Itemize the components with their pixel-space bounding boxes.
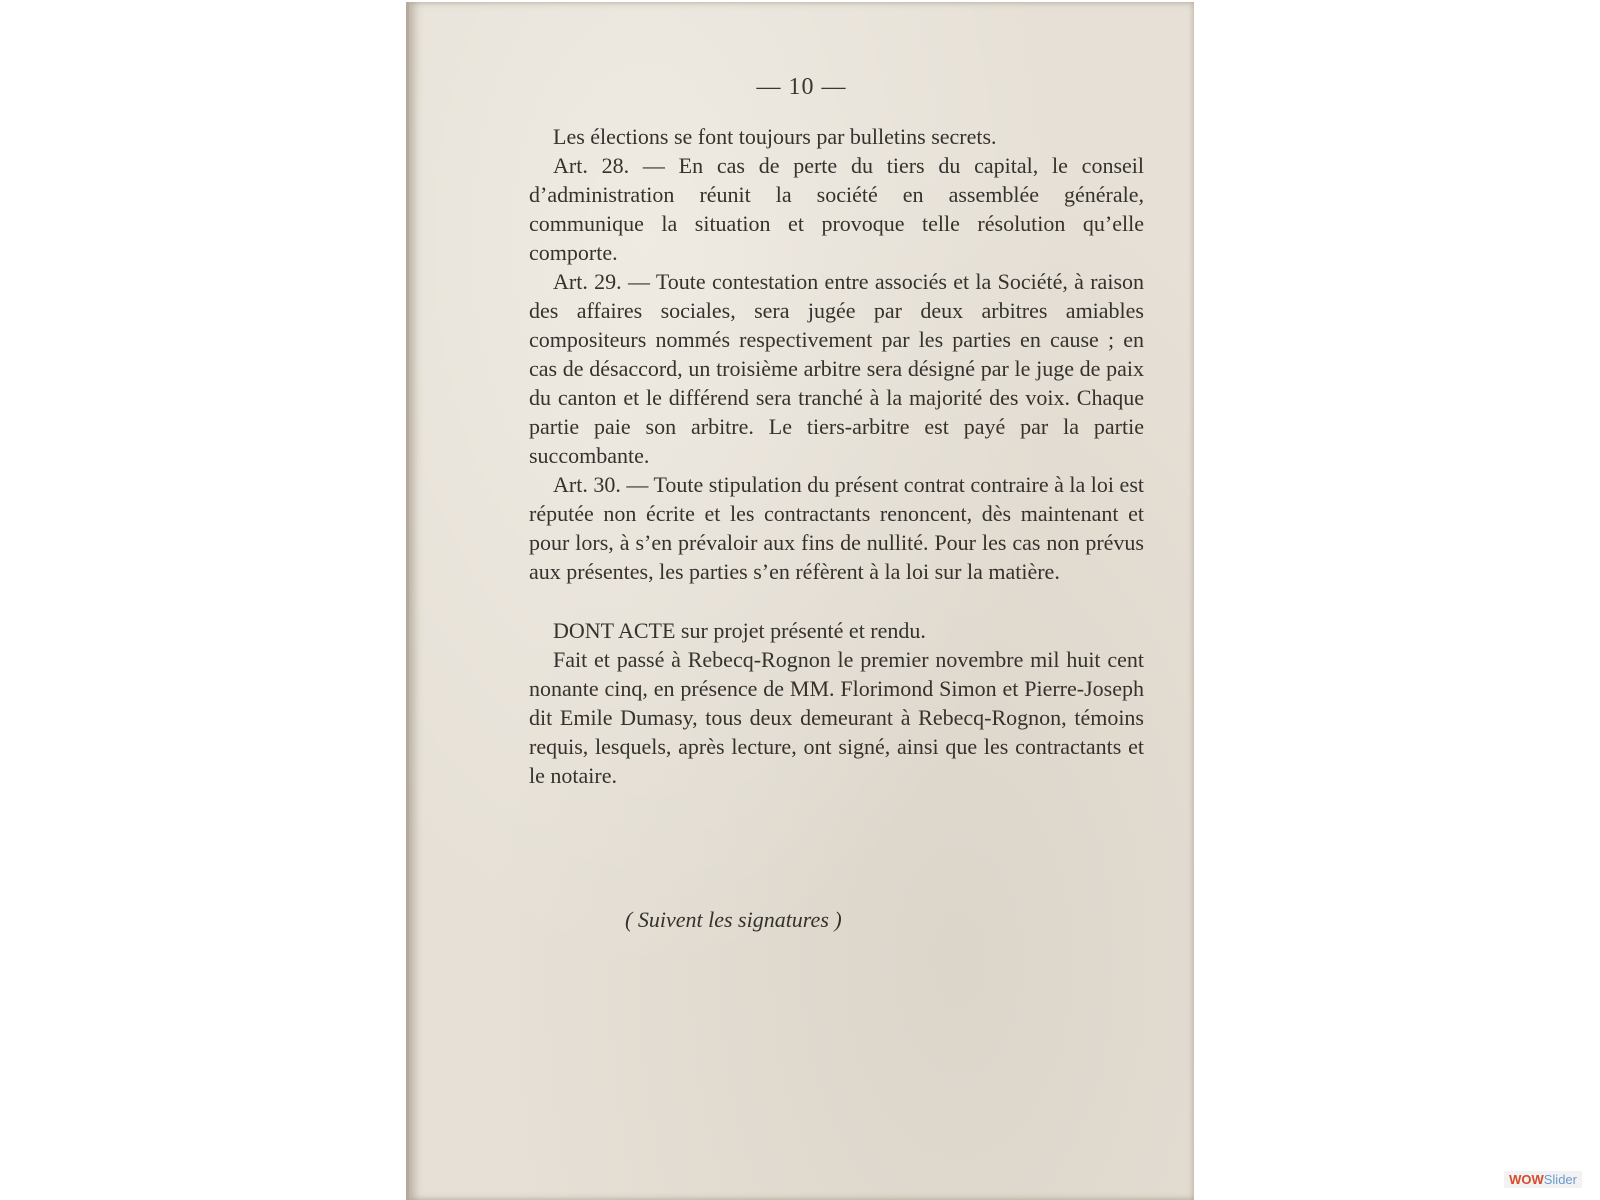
paragraph-art-30: Art. 30. — Toute stipulation du présent contrat contraire à la loi est réputée non écrite et les contractants renoncent, dès maintenant et pour lors, à s’en prévaloir aux fins de nullité. Pour les cas non prévus aux présentes, les parties s’en réfèrent à la loi sur la matière. <box>529 472 1144 584</box>
document-page <box>406 2 1194 1200</box>
paragraph-art-29: Art. 29. — Toute contestation entre associés et la Société, à raison des affaires sociales, sera jugée par deux arbitres amiables compositeurs nommés respectivement par les parties en cause ; en cas de désaccord, un troisième arbitre sera désigné par le juge de paix du canton et le différend sera tranché à la majorité des voix. Chaque partie paie son arbitre. Le tiers-arbitre est payé par la partie succombante. <box>529 269 1144 468</box>
paragraph-dont-acte: DONT ACTE sur projet présenté et rendu. <box>553 618 926 643</box>
section-spacer <box>529 586 1144 616</box>
watermark-part-1: WOW <box>1509 1172 1544 1187</box>
paragraph-fait-et-passe: Fait et passé à Rebecq-Rognon le premier novembre mil huit cent nonante cinq, en présence de MM. Florimond Simon et Pierre-Joseph dit Emile Dumasy, tous deux demeurant à Rebecq-Rognon, témoins requis, lesquels, après lecture, ont signé, ainsi que les contractants et le notaire. <box>529 647 1144 788</box>
watermark-badge[interactable] <box>1504 1171 1582 1188</box>
watermark-part-2: Slider <box>1543 1172 1577 1187</box>
body-text <box>529 122 1144 790</box>
paragraph-elections: Les élections se font toujours par bulletins secrets. <box>553 124 997 149</box>
paragraph-art-28: Art. 28. — En cas de perte du tiers du capital, le conseil d’administration réunit la société en assemblée générale, communique la situation et provoque telle résolution qu’elle comporte. <box>529 153 1144 265</box>
page-number: — 10 — <box>756 74 847 100</box>
signatures-note: ( Suivent les signatures ) <box>625 907 842 932</box>
